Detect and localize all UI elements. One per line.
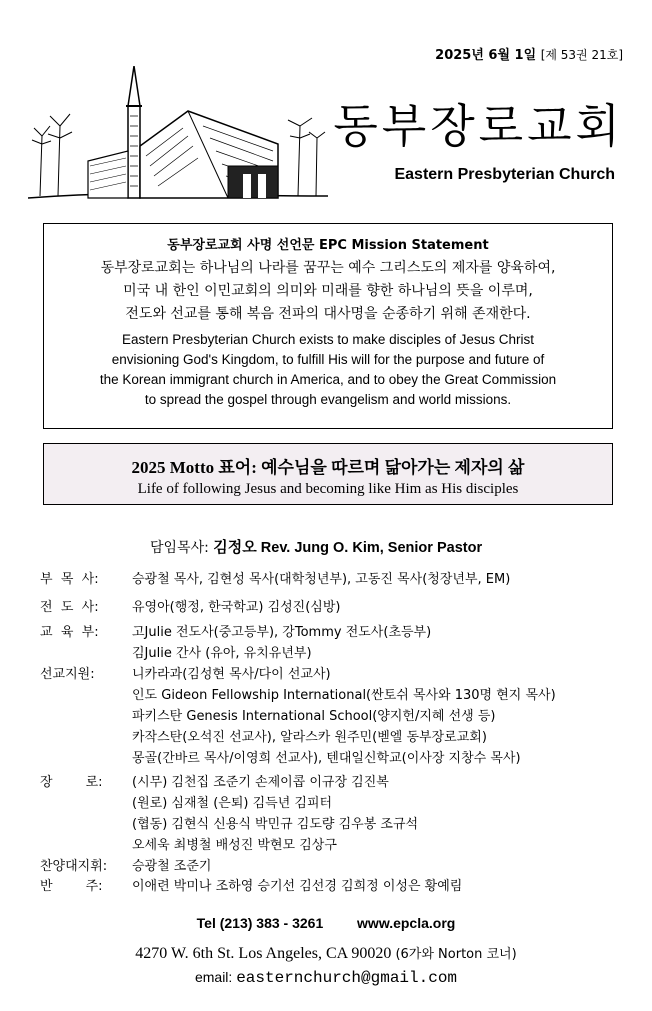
staff-label: 찬양대지휘: bbox=[40, 859, 108, 874]
mission-en-line: to spread the gospel through evangelism and world missions. bbox=[144, 392, 512, 407]
motto-english: Life of following Jesus and becoming like Him as His disciples bbox=[137, 481, 519, 497]
staff-label: 교 육 부: bbox=[40, 625, 99, 640]
pastor-name-english: Rev. Jung O. Kim, Senior Pastor bbox=[256, 540, 483, 556]
website-link[interactable]: www.epcla.org bbox=[357, 915, 456, 931]
staff-value: 김Julie 간사 (유아, 유치유년부) bbox=[132, 646, 312, 661]
staff-label: 장 로: bbox=[40, 775, 103, 790]
staff-label: 반 주: bbox=[40, 879, 103, 894]
staff-value: 오세욱 최병철 배성진 박현모 김상구 bbox=[132, 838, 337, 853]
church-name-english: Eastern Presbyterian Church bbox=[394, 166, 615, 183]
mission-korean bbox=[44, 257, 612, 326]
staff-value: 니카라과(김성현 목사/다이 선교사) bbox=[132, 667, 331, 682]
mission-english bbox=[44, 330, 612, 410]
mission-ko-line: 미국 내 한인 이민교회의 의미와 미래를 향한 하나님의 뜻을 이루며, bbox=[123, 283, 533, 299]
pastor-label: 담임목사: bbox=[150, 540, 214, 556]
address-text: 4270 W. 6th St. Los Angeles, CA 90020 bbox=[135, 945, 392, 962]
mission-en-line: the Korean immigrant church in America, and to obey the Great Commission bbox=[99, 372, 557, 387]
staff-value: 유영아(행정, 한국학교) 김성진(심방) bbox=[132, 600, 341, 615]
bulletin-date-line bbox=[388, 44, 623, 63]
email-label: email: bbox=[194, 969, 237, 985]
mission-statement-box bbox=[43, 223, 613, 429]
address-note: (6가와 Norton 코너) bbox=[391, 947, 517, 962]
staff-value: 파키스탄 Genesis International School(양지헌/지혜 선생 등) bbox=[132, 709, 496, 724]
mission-en-line: Eastern Presbyterian Church exists to make disciples of Jesus Christ bbox=[122, 332, 534, 347]
senior-pastor-line bbox=[150, 536, 482, 557]
church-name-korean: 동부장로교회 bbox=[333, 99, 624, 153]
staff-value: 승광철 목사, 김현성 목사(대학청년부), 고동진 목사(청장년부, EM) bbox=[132, 572, 511, 587]
mission-ko-line: 전도와 선교를 통해 복음 전파의 대사명을 순종하기 위해 존재한다. bbox=[125, 306, 531, 322]
bulletin-issue: [제 53권 21호] bbox=[540, 48, 623, 62]
mission-en-line: envisioning God's Kingdom, to fulfill His will for the purpose and future of bbox=[111, 352, 545, 367]
staff-value: (시무) 김천집 조준기 손제이콥 이규장 김진복 bbox=[132, 775, 389, 790]
staff-value: 인도 Gideon Fellowship International(싼토쉬 목사와 130명 현지 목사) bbox=[132, 688, 556, 703]
motto-korean: 2025 Motto 표어: 예수님을 따르며 닮아가는 제자의 삶 bbox=[131, 458, 525, 477]
staff-value: 고Julie 전도사(중고등부), 강Tommy 전도사(초등부) bbox=[132, 625, 432, 640]
church-address bbox=[0, 943, 652, 963]
staff-value: 이애련 박미나 조하영 승기선 김선경 김희정 이성은 황예림 bbox=[132, 879, 463, 894]
staff-label: 전 도 사: bbox=[40, 600, 99, 615]
mission-ko-line: 동부장로교회는 하나님의 나라를 꿈꾸는 예수 그리스도의 제자를 양육하여, bbox=[100, 260, 556, 276]
staff-label: 선교지원: bbox=[40, 667, 95, 682]
staff-value: (원로) 심재철 (은퇴) 김득년 김피터 bbox=[132, 796, 333, 811]
pastor-name-korean: 김정오 bbox=[213, 538, 257, 556]
mission-title: 동부장로교회 사명 선언문 EPC Mission Statement bbox=[167, 238, 489, 253]
staff-label: 부 목 사: bbox=[40, 572, 99, 587]
bulletin-date: 2025년 6월 1일 bbox=[435, 48, 537, 63]
phone-number[interactable]: Tel (213) 383 - 3261 bbox=[196, 915, 324, 931]
motto-box bbox=[43, 443, 613, 505]
staff-value: (협동) 김현식 신용식 박민규 김도량 김우봉 조규석 bbox=[132, 817, 419, 832]
staff-value: 카작스탄(오석진 선교사), 알라스카 원주민(벧엘 동부장로교회) bbox=[132, 730, 487, 745]
staff-value: 승광철 조준기 bbox=[132, 859, 212, 874]
church-illustration bbox=[28, 66, 328, 206]
contact-email bbox=[0, 969, 652, 987]
staff-value: 몽골(간바르 목사/이영희 선교사), 텐대일신학교(이사장 지창수 목사) bbox=[132, 751, 521, 766]
contact-tel-web bbox=[0, 915, 652, 931]
email-link[interactable]: easternchurch@gmail.com bbox=[236, 969, 458, 987]
